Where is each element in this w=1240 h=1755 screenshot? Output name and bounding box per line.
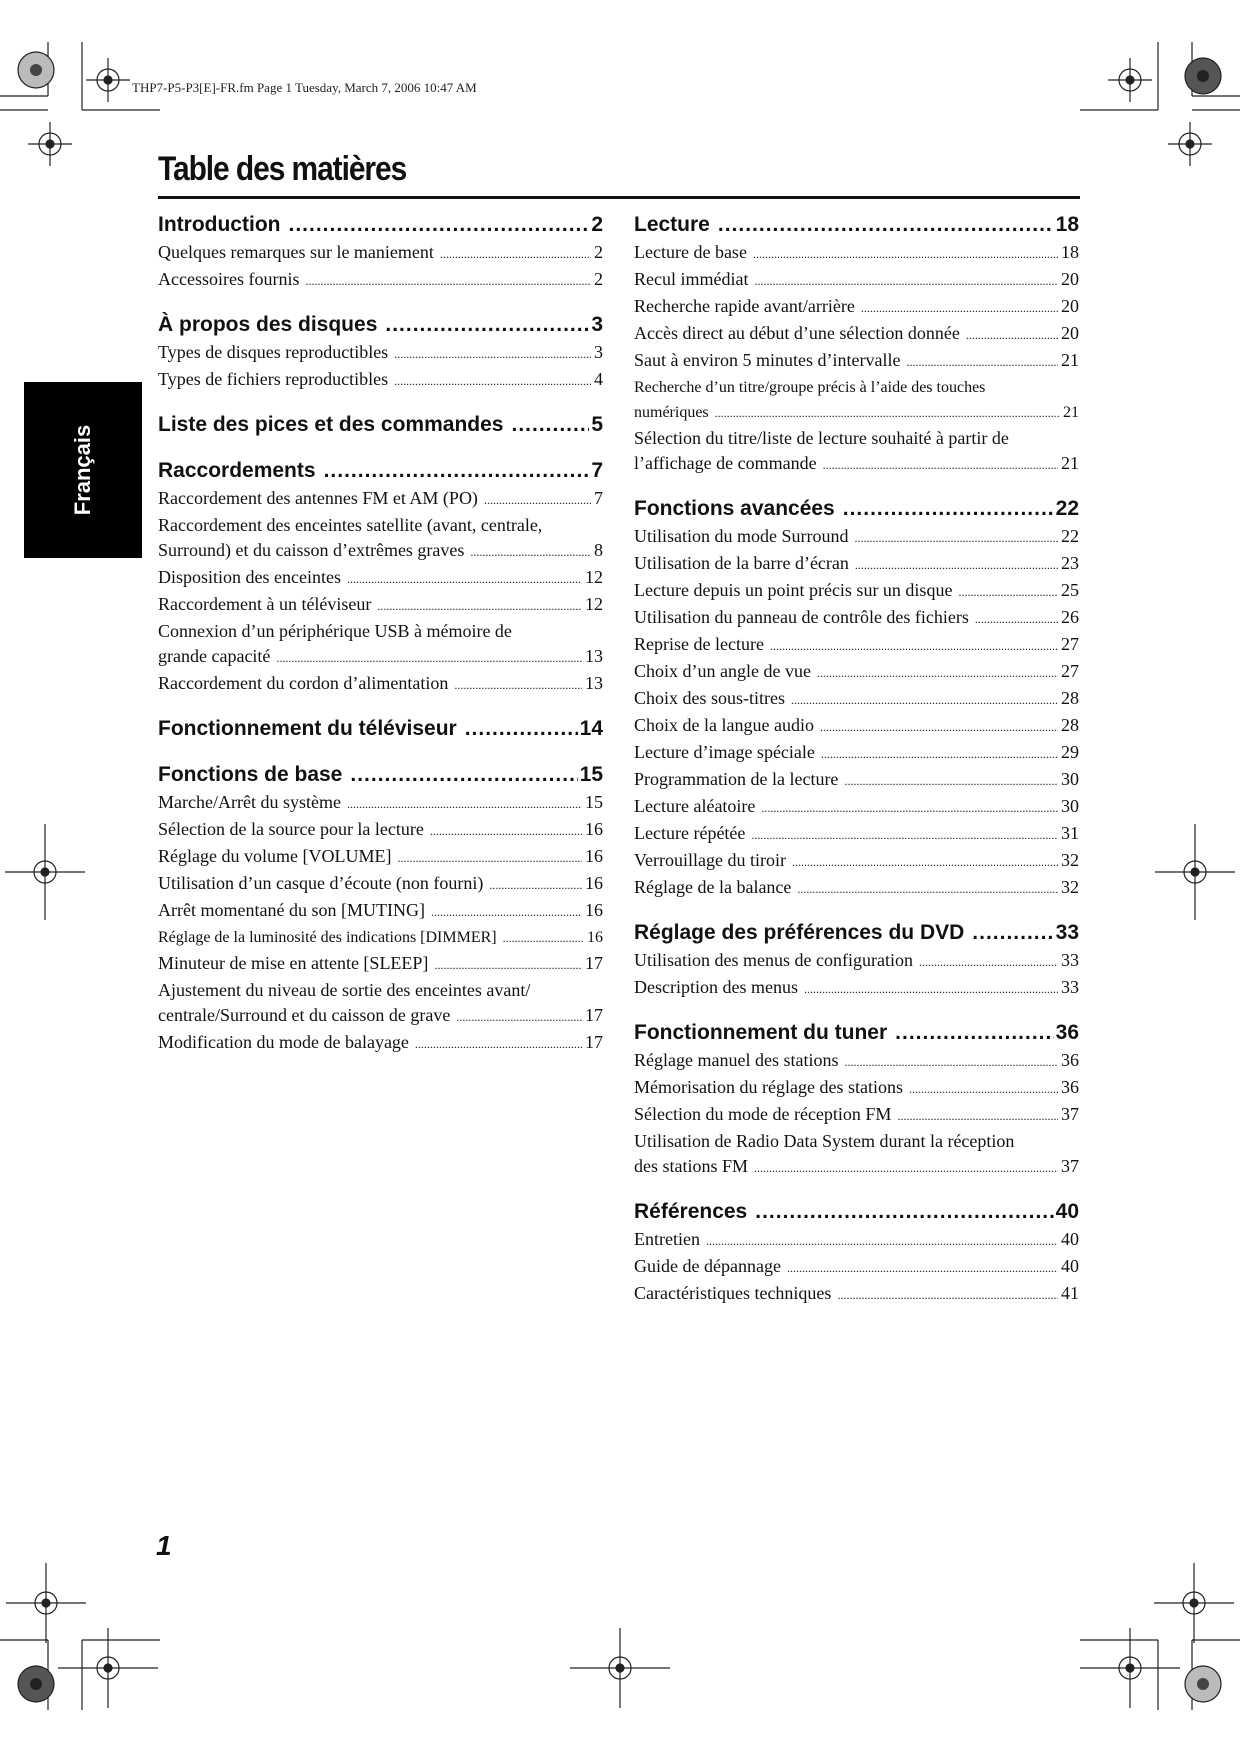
- section-heading[interactable]: [634, 1197, 1079, 1227]
- entry-page: 27: [1061, 661, 1079, 681]
- entry-label: Quelques remarques sur le maniement: [158, 242, 434, 262]
- entry-label: Entretien: [634, 1229, 700, 1249]
- entry-page: 3: [594, 342, 603, 362]
- toc-entry[interactable]: [158, 790, 603, 817]
- toc-entry[interactable]: [634, 400, 1079, 426]
- toc-entry[interactable]: [634, 551, 1079, 578]
- toc-entry[interactable]: [634, 267, 1079, 294]
- entry-page: 25: [1061, 580, 1079, 600]
- toc-entry[interactable]: [634, 451, 1079, 478]
- leader-dots: [385, 310, 589, 340]
- entry-page: 18: [1061, 242, 1079, 262]
- entry-page: 41: [1061, 1283, 1079, 1303]
- section-title: Références: [634, 1200, 748, 1223]
- leader-dots: [958, 580, 1058, 605]
- leader-dots: [804, 977, 1058, 1002]
- entry-label: Utilisation du mode Surround: [634, 526, 849, 546]
- section-heading[interactable]: [158, 456, 603, 486]
- leader-dots: [821, 742, 1058, 767]
- entry-label: Programmation de la lecture: [634, 769, 839, 789]
- section-page: 5: [591, 413, 603, 436]
- leader-dots: [347, 792, 582, 817]
- entry-page: 20: [1061, 323, 1079, 343]
- section-title: Fonctionnement du téléviseur: [158, 717, 457, 740]
- file-info-header: THP7-P5-P3[E]-FR.fm Page 1 Tuesday, March 7, 2006 10:47 AM: [132, 80, 477, 95]
- toc-entry[interactable]: [158, 817, 603, 844]
- entry-page: 21: [1061, 350, 1079, 370]
- leader-dots: [718, 210, 1054, 240]
- entry-label: Description des menus: [634, 977, 798, 997]
- entry-label: Raccordement à un téléviseur: [158, 594, 372, 614]
- entry-page: 40: [1061, 1256, 1079, 1276]
- toc-entry[interactable]: [634, 1281, 1079, 1308]
- leader-dots: [434, 953, 582, 978]
- section-page: 14: [579, 717, 603, 740]
- leader-dots: [454, 673, 582, 698]
- leader-dots: [347, 567, 582, 592]
- leader-dots: [456, 1005, 582, 1030]
- entry-label: Caractéristiques techniques: [634, 1283, 832, 1303]
- entry-label: Réglage manuel des stations: [634, 1050, 839, 1070]
- entry-page: 17: [585, 1032, 603, 1052]
- language-tab-label: Français: [70, 424, 95, 516]
- leader-dots: [470, 540, 591, 565]
- entry-label: Types de fichiers reproductibles: [158, 369, 389, 389]
- leader-dots: [377, 594, 582, 619]
- leader-dots: [755, 1197, 1053, 1227]
- leader-dots: [754, 1156, 1058, 1181]
- section-heading[interactable]: [158, 210, 603, 240]
- section-title: Raccordements: [158, 459, 316, 482]
- leader-dots: [484, 488, 591, 513]
- entry-label: Utilisation de la barre d’écran: [634, 553, 849, 573]
- section-page: 15: [579, 763, 603, 786]
- entry-label: Choix d’un angle de vue: [634, 661, 811, 681]
- leader-dots: [909, 1077, 1058, 1102]
- section-page: 7: [591, 459, 603, 482]
- entry-page: 4: [594, 369, 603, 389]
- leader-dots: [787, 1256, 1058, 1281]
- leader-dots: [715, 401, 1060, 426]
- entry-page: 40: [1061, 1229, 1079, 1249]
- leader-dots: [415, 1032, 582, 1057]
- entry-label: Lecture d’image spéciale: [634, 742, 815, 762]
- toc-entry[interactable]: [634, 348, 1079, 375]
- toc-entry[interactable]: [634, 948, 1079, 975]
- leader-dots: [844, 1050, 1058, 1075]
- entry-label: Types de disques reproductibles: [158, 342, 389, 362]
- entry-page: 16: [585, 846, 603, 866]
- toc-entry[interactable]: [634, 767, 1079, 794]
- entry-page: 20: [1061, 269, 1079, 289]
- toc-entry[interactable]: [634, 821, 1079, 848]
- entry-page: 17: [585, 953, 603, 973]
- entry-page: 16: [585, 900, 603, 920]
- entry-page: 28: [1061, 715, 1079, 735]
- toc-entry[interactable]: [634, 794, 1079, 821]
- leader-dots: [431, 900, 582, 925]
- toc-section: [158, 210, 603, 294]
- leader-dots: [895, 1018, 1053, 1048]
- entry-page: 22: [1061, 526, 1079, 546]
- section-title: Réglage des préférences du DVD: [634, 921, 965, 944]
- toc-entry[interactable]: [158, 340, 603, 367]
- entry-page: 7: [594, 488, 603, 508]
- section-title: Lecture: [634, 213, 710, 236]
- entry-page: 13: [585, 673, 603, 693]
- leader-dots: [761, 796, 1058, 821]
- entry-label: Choix de la langue audio: [634, 715, 814, 735]
- entry-label: Reprise de lecture: [634, 634, 764, 654]
- entry-page: 12: [585, 594, 603, 614]
- toc-entry[interactable]: [634, 524, 1079, 551]
- toc-entry[interactable]: [634, 713, 1079, 740]
- entry-label: Raccordement du cordon d’alimentation: [158, 673, 449, 693]
- entry-page: 27: [1061, 634, 1079, 654]
- leader-dots: [792, 850, 1058, 875]
- entry-label: Sélection de la source pour la lecture: [158, 819, 424, 839]
- entry-label: grande capacité: [158, 646, 271, 666]
- leader-dots: [820, 715, 1058, 740]
- section-title: Fonctions avancées: [634, 497, 835, 520]
- toc-entry[interactable]: [634, 605, 1079, 632]
- entry-label: Lecture depuis un point précis sur un disque: [634, 580, 953, 600]
- entry-label: Guide de dépannage: [634, 1256, 781, 1276]
- toc-entry[interactable]: [634, 875, 1079, 902]
- entry-page: 16: [587, 929, 603, 946]
- leader-dots: [861, 296, 1058, 321]
- section-title: Fonctions de base: [158, 763, 343, 786]
- toc-entry[interactable]: [634, 659, 1079, 686]
- leader-dots: [823, 453, 1058, 478]
- entry-label: Marche/Arrêt du système: [158, 792, 341, 812]
- leader-dots: [919, 950, 1058, 975]
- toc-entry[interactable]: [158, 538, 603, 565]
- toc-entry[interactable]: [158, 367, 603, 394]
- section-page: 40: [1055, 1200, 1079, 1223]
- entry-label: Disposition des enceintes: [158, 567, 341, 587]
- entry-label: Saut à environ 5 minutes d’intervalle: [634, 350, 901, 370]
- entry-label: Raccordement des antennes FM et AM (PO): [158, 488, 478, 508]
- leader-dots: [465, 714, 578, 744]
- entry-page: 8: [594, 540, 603, 560]
- entry-label: Lecture répétée: [634, 823, 746, 843]
- entry-page: 32: [1061, 877, 1079, 897]
- entry-page: 23: [1061, 553, 1079, 573]
- entry-label: l’affichage de commande: [634, 453, 817, 473]
- entry-label: Recherche rapide avant/arrière: [634, 296, 855, 316]
- section-heading[interactable]: [158, 760, 603, 790]
- leader-dots: [855, 526, 1059, 551]
- toc-left-column: [158, 210, 603, 1073]
- section-heading[interactable]: [634, 1018, 1079, 1048]
- section-title: À propos des disques: [158, 313, 378, 336]
- leader-dots: [770, 634, 1058, 659]
- toc-entry[interactable]: [158, 592, 603, 619]
- entry-label: Lecture aléatoire: [634, 796, 756, 816]
- toc-entry[interactable]: [634, 1154, 1079, 1181]
- toc-section: [634, 210, 1079, 478]
- leader-dots: [843, 494, 1054, 524]
- leader-dots: [844, 769, 1058, 794]
- entry-label: centrale/Surround et du caisson de grave: [158, 1005, 451, 1025]
- leader-dots: [753, 242, 1058, 267]
- section-title: Introduction: [158, 213, 281, 236]
- toc-entry[interactable]: [158, 644, 603, 671]
- entry-label: Sélection du mode de réception FM: [634, 1104, 892, 1124]
- entry-label: Utilisation du panneau de contrôle des fichiers: [634, 607, 969, 627]
- toc-section: [634, 918, 1079, 1002]
- toc-section: [158, 310, 603, 394]
- toc-entry[interactable]: [634, 1254, 1079, 1281]
- entry-page: 33: [1061, 977, 1079, 997]
- entry-page: 16: [585, 819, 603, 839]
- toc-entry[interactable]: [634, 1048, 1079, 1075]
- toc-entry[interactable]: [158, 671, 603, 698]
- toc-entry[interactable]: [634, 578, 1079, 605]
- entry-page: 13: [585, 646, 603, 666]
- entry-label: Accès direct au début d’une sélection donnée: [634, 323, 960, 343]
- toc-entry[interactable]: [634, 321, 1079, 348]
- toc-entry[interactable]: [634, 975, 1079, 1002]
- leader-dots: [855, 553, 1058, 578]
- entry-label: Minuteur de mise en attente [SLEEP]: [158, 953, 429, 973]
- leader-dots: [817, 661, 1058, 686]
- leader-dots: [837, 1283, 1058, 1308]
- toc-section: [634, 1018, 1079, 1181]
- leader-dots: [394, 342, 591, 367]
- leader-dots: [897, 1104, 1058, 1129]
- entry-label: Verrouillage du tiroir: [634, 850, 786, 870]
- leader-dots: [288, 210, 589, 240]
- entry-page: 15: [585, 792, 603, 812]
- entry-page: 16: [585, 873, 603, 893]
- toc-entry[interactable]: [634, 686, 1079, 713]
- toc-entry[interactable]: [158, 898, 603, 925]
- entry-page: 26: [1061, 607, 1079, 627]
- entry-page: 21: [1063, 404, 1079, 421]
- entry-first-line: Raccordement des enceintes satellite (avant, centrale,: [158, 515, 543, 535]
- toc-entry[interactable]: [158, 844, 603, 871]
- leader-dots: [305, 269, 591, 294]
- entry-label: des stations FM: [634, 1156, 749, 1176]
- toc-entry[interactable]: [634, 632, 1079, 659]
- title-rule: [158, 196, 1080, 199]
- leader-dots: [503, 926, 584, 951]
- section-page: 18: [1055, 213, 1079, 236]
- toc-entry[interactable]: [158, 1003, 603, 1030]
- entry-label: Utilisation des menus de configuration: [634, 950, 913, 970]
- entry-first-line: Recherche d’un titre/groupe précis à l’aide des touches: [634, 379, 986, 396]
- leader-dots: [324, 456, 590, 486]
- entry-label: Modification du mode de balayage: [158, 1032, 409, 1052]
- toc-section: [634, 494, 1079, 902]
- entry-page: 2: [594, 242, 603, 262]
- entry-label: Utilisation d’un casque d’écoute (non fourni): [158, 873, 484, 893]
- section-page: 2: [591, 213, 603, 236]
- leader-dots: [751, 823, 1058, 848]
- entry-label: Lecture de base: [634, 242, 747, 262]
- toc-section: [158, 410, 603, 440]
- toc-entry[interactable]: [158, 925, 603, 951]
- section-heading[interactable]: [158, 310, 603, 340]
- section-heading[interactable]: [634, 918, 1079, 948]
- leader-dots: [972, 918, 1053, 948]
- entry-page: 12: [585, 567, 603, 587]
- leader-dots: [906, 350, 1058, 375]
- page-title: Table des matières: [158, 150, 407, 188]
- entry-label: Accessoires fournis: [158, 269, 300, 289]
- section-heading[interactable]: [634, 210, 1079, 240]
- leader-dots: [511, 410, 589, 440]
- leader-dots: [397, 846, 582, 871]
- entry-page: 36: [1061, 1077, 1079, 1097]
- section-page: 36: [1055, 1021, 1079, 1044]
- section-page: 22: [1055, 497, 1079, 520]
- leader-dots: [706, 1229, 1058, 1254]
- entry-page: 31: [1061, 823, 1079, 843]
- section-heading[interactable]: [158, 410, 603, 440]
- toc-entry[interactable]: [158, 565, 603, 592]
- entry-first-line: Connexion d’un périphérique USB à mémoire de: [158, 621, 512, 641]
- entry-page: 28: [1061, 688, 1079, 708]
- leader-dots: [440, 242, 591, 267]
- leader-dots: [276, 646, 582, 671]
- toc-entry[interactable]: [158, 240, 603, 267]
- section-title: Fonctionnement du tuner: [634, 1021, 888, 1044]
- leader-dots: [797, 877, 1058, 902]
- toc-entry[interactable]: [158, 486, 603, 513]
- entry-label: Recul immédiat: [634, 269, 749, 289]
- leader-dots: [350, 760, 577, 790]
- toc-section: [158, 714, 603, 744]
- section-heading[interactable]: [158, 714, 603, 744]
- toc-entry[interactable]: [634, 1102, 1079, 1129]
- toc-section: [634, 1197, 1079, 1308]
- entry-page: 21: [1061, 453, 1079, 473]
- toc-entry[interactable]: [634, 740, 1079, 767]
- section-title: Liste des pices et des commandes: [158, 413, 504, 436]
- entry-page: 37: [1061, 1156, 1079, 1176]
- toc-entry[interactable]: [158, 267, 603, 294]
- entry-label: Arrêt momentané du son [MUTING]: [158, 900, 425, 920]
- toc-entry[interactable]: [634, 848, 1079, 875]
- toc-right-column: [634, 210, 1079, 1324]
- toc-entry[interactable]: [634, 1227, 1079, 1254]
- toc-entry[interactable]: [158, 951, 603, 978]
- toc-entry[interactable]: [158, 871, 603, 898]
- section-page: 33: [1055, 921, 1079, 944]
- leader-dots: [430, 819, 582, 844]
- language-side-tab: [24, 382, 142, 558]
- leader-dots: [975, 607, 1058, 632]
- leader-dots: [489, 873, 582, 898]
- entry-page: 30: [1061, 796, 1079, 816]
- leader-dots: [966, 323, 1058, 348]
- entry-label: Choix des sous-titres: [634, 688, 785, 708]
- entry-label: Mémorisation du réglage des stations: [634, 1077, 903, 1097]
- section-heading[interactable]: [634, 494, 1079, 524]
- toc-entry[interactable]: [158, 1030, 603, 1057]
- toc-entry[interactable]: [634, 1075, 1079, 1102]
- entry-page: 36: [1061, 1050, 1079, 1070]
- page-number: 1: [156, 1530, 172, 1561]
- entry-label: numériques: [634, 404, 709, 421]
- toc-entry[interactable]: [634, 294, 1079, 321]
- entry-page: 17: [585, 1005, 603, 1025]
- toc-section: [158, 456, 603, 698]
- toc-section: [158, 760, 603, 1057]
- entry-first-line: Ajustement du niveau de sortie des enceintes avant/: [158, 980, 531, 1000]
- leader-dots: [394, 369, 591, 394]
- entry-page: 2: [594, 269, 603, 289]
- entry-first-line: Sélection du titre/liste de lecture souhaité à partir de: [634, 428, 1009, 448]
- entry-page: 37: [1061, 1104, 1079, 1124]
- entry-label: Réglage de la balance: [634, 877, 792, 897]
- entry-page: 20: [1061, 296, 1079, 316]
- entry-first-line: Utilisation de Radio Data System durant la réception: [634, 1131, 1015, 1151]
- leader-dots: [754, 269, 1058, 294]
- toc-entry[interactable]: [634, 240, 1079, 267]
- entry-page: 32: [1061, 850, 1079, 870]
- section-page: 3: [591, 313, 603, 336]
- leader-dots: [791, 688, 1058, 713]
- entry-page: 30: [1061, 769, 1079, 789]
- entry-label: Réglage du volume [VOLUME]: [158, 846, 392, 866]
- entry-page: 33: [1061, 950, 1079, 970]
- entry-page: 29: [1061, 742, 1079, 762]
- entry-label: Réglage de la luminosité des indications [DIMMER]: [158, 929, 497, 946]
- entry-label: Surround) et du caisson d’extrêmes graves: [158, 540, 465, 560]
